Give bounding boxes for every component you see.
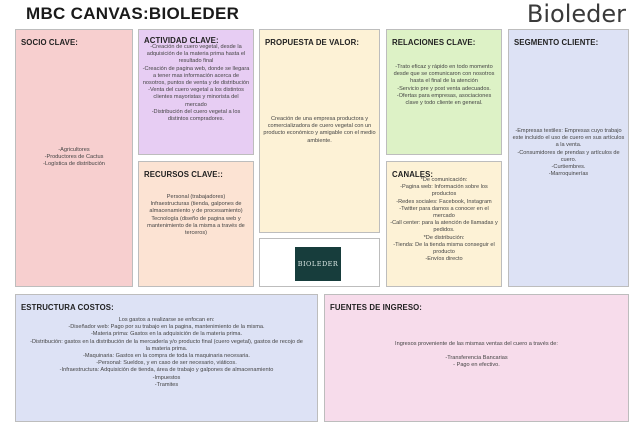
recursos-clave-body <box>142 194 250 237</box>
relaciones-clave-body <box>390 64 498 107</box>
costos-line: Los gastos a realizarse se enfocan en: <box>118 317 215 323</box>
relaciones-clave-box <box>386 29 502 155</box>
socio-clave-box <box>15 29 133 287</box>
actividad-line: -Creación de cuero vegetal, desde la adquisición de la materia prima hasta el resultado final <box>146 44 246 65</box>
segmento-cliente-body <box>512 128 625 178</box>
canales-line: -Redes sociales: Facebook, Instagram <box>396 198 492 205</box>
canales-title: CANALES: <box>392 170 434 179</box>
ingresos-line: -Transferencia Bancarias <box>445 355 508 362</box>
estructura-costos-body <box>28 317 305 389</box>
ingresos-line <box>328 348 625 355</box>
recursos-line: Tecnología (diseño de pagina web y mantenimiento de la misma a través de terceros) <box>147 215 245 237</box>
canales-line: *De comunicación: <box>420 177 468 183</box>
canales-line: -Twitter para darnos a conocer en el mercado <box>399 205 489 220</box>
fuentes-ingreso-box <box>324 294 629 422</box>
canales-line: -Pagina web: Información sobre los productos <box>400 184 488 198</box>
ingresos-line: - Pago en efectivo. <box>453 362 500 369</box>
recursos-line: Personal (trabajadores) <box>166 194 226 200</box>
propuesta-valor-box <box>259 29 380 233</box>
segmento-line: -Marroquinerías <box>548 171 589 178</box>
segmento-line: -Consumidores de prendas y artículos de cuero. <box>517 149 620 163</box>
actividad-line: -Distribución del cuero vegetal a los distintos compradores. <box>151 108 241 123</box>
socio-line: -Agricultores <box>58 147 90 153</box>
socio-clave-body <box>19 147 129 169</box>
socio-line: -Logística de distribución <box>43 161 105 168</box>
segmento-line: -Curtiembres. <box>551 164 586 171</box>
actividad-clave-box <box>138 29 254 155</box>
canales-line: -Envíos directo <box>425 256 463 263</box>
actividad-clave-body <box>142 44 250 123</box>
costos-line: -Maquinaria: Gastos en la compra de toda la maquinaria necesaria. <box>83 353 250 360</box>
costos-line: -Tramites <box>154 381 179 388</box>
fuentes-ingreso-body <box>328 341 625 370</box>
logo-text: BIOLEDER <box>297 260 339 268</box>
costos-line: -Infraestructura: Adquisición de tienda, área de trabajo y galpones de almacenamiento <box>59 367 274 374</box>
actividad-clave-title: ACTIVIDAD CLAVE: <box>144 36 219 45</box>
canales-box <box>386 161 502 287</box>
segmento-cliente-title: SEGMENTO CLIENTE: <box>514 38 599 47</box>
bioleder-logo <box>295 247 341 281</box>
costos-line: -Diseñador web: Pago por su trabajo en la pagina, mantenimiento de la misma. <box>68 324 265 331</box>
canales-line: *De distribución: <box>423 234 465 241</box>
estructura-costos-title: ESTRUCTURA COSTOS: <box>21 303 114 312</box>
actividad-line: -Venta del cuero vegetal a los distintos clientes mayoristas y minorista del mercado <box>148 87 244 108</box>
socio-clave-title: SOCIO CLAVE: <box>21 38 78 47</box>
relaciones-line: -Servicio pre y post venta adecuados. <box>397 85 491 92</box>
costos-line: -Personal: Sueldos, y en caso de ser necesario, viáticos. <box>96 360 237 367</box>
canales-line: -Call center: para la atención de llamadas y pedidos. <box>390 220 498 234</box>
costos-line: -Materia prima: Gastos en la adquisición de la materia prima. <box>90 331 243 338</box>
ingresos-line: Ingresos proveniente de las mismas ventas del cuero a través de: <box>395 341 558 347</box>
costos-line: -Impuestos <box>152 374 181 381</box>
recursos-line: Infraestructuras (tienda, galpones de almacenamiento y de procesamiento) <box>149 201 243 215</box>
segmento-line: -Empresas textiles: Empresas cuyo trabajo este incluido el uso de cuero en sus artículos a la venta. <box>512 128 625 149</box>
propuesta-valor-title: PROPUESTA DE VALOR: <box>265 38 360 47</box>
actividad-line: -Creación de pagina web, donde se llegara a tener mas información acerca de nosotros, puntos de venta y de distribución <box>142 65 250 87</box>
canales-line: -Tienda: De la tienda misma conseguir el producto <box>393 241 495 256</box>
propuesta-valor-body <box>263 116 376 145</box>
brand-name: Bioleder <box>526 0 626 28</box>
canvas-title: MBC CANVAS:BIOLEDER <box>26 4 240 23</box>
relaciones-line: -Trato eficaz y rápido en todo momento desde que se comunicaron con nosotros hasta el final de la atención <box>393 64 495 85</box>
recursos-clave-box <box>138 161 254 287</box>
canales-body <box>390 177 498 263</box>
socio-line: -Productores de Cactus <box>44 154 104 161</box>
fuentes-ingreso-title: FUENTES DE INGRESO: <box>330 303 423 312</box>
estructura-costos-box <box>15 294 318 422</box>
logo-box <box>259 238 380 287</box>
relaciones-line: -Ofertas para empresas, asociaciones clave y todo cliente en general. <box>396 92 492 107</box>
costos-line: -Distribución: gastos en la distribución de la mercadería y/o producto final (cuero vegetal), gastos de recojo de la materia prima. <box>30 338 303 352</box>
relaciones-clave-title: RELACIONES CLAVE: <box>392 38 476 47</box>
segmento-cliente-box <box>508 29 629 287</box>
propuesta-line: Creación de una empresa productora y comercializadora de cuero vegetal con un producto económico y amigable con el medio ambiente. <box>263 116 376 144</box>
recursos-clave-title: RECURSOS CLAVE:: <box>144 170 223 179</box>
